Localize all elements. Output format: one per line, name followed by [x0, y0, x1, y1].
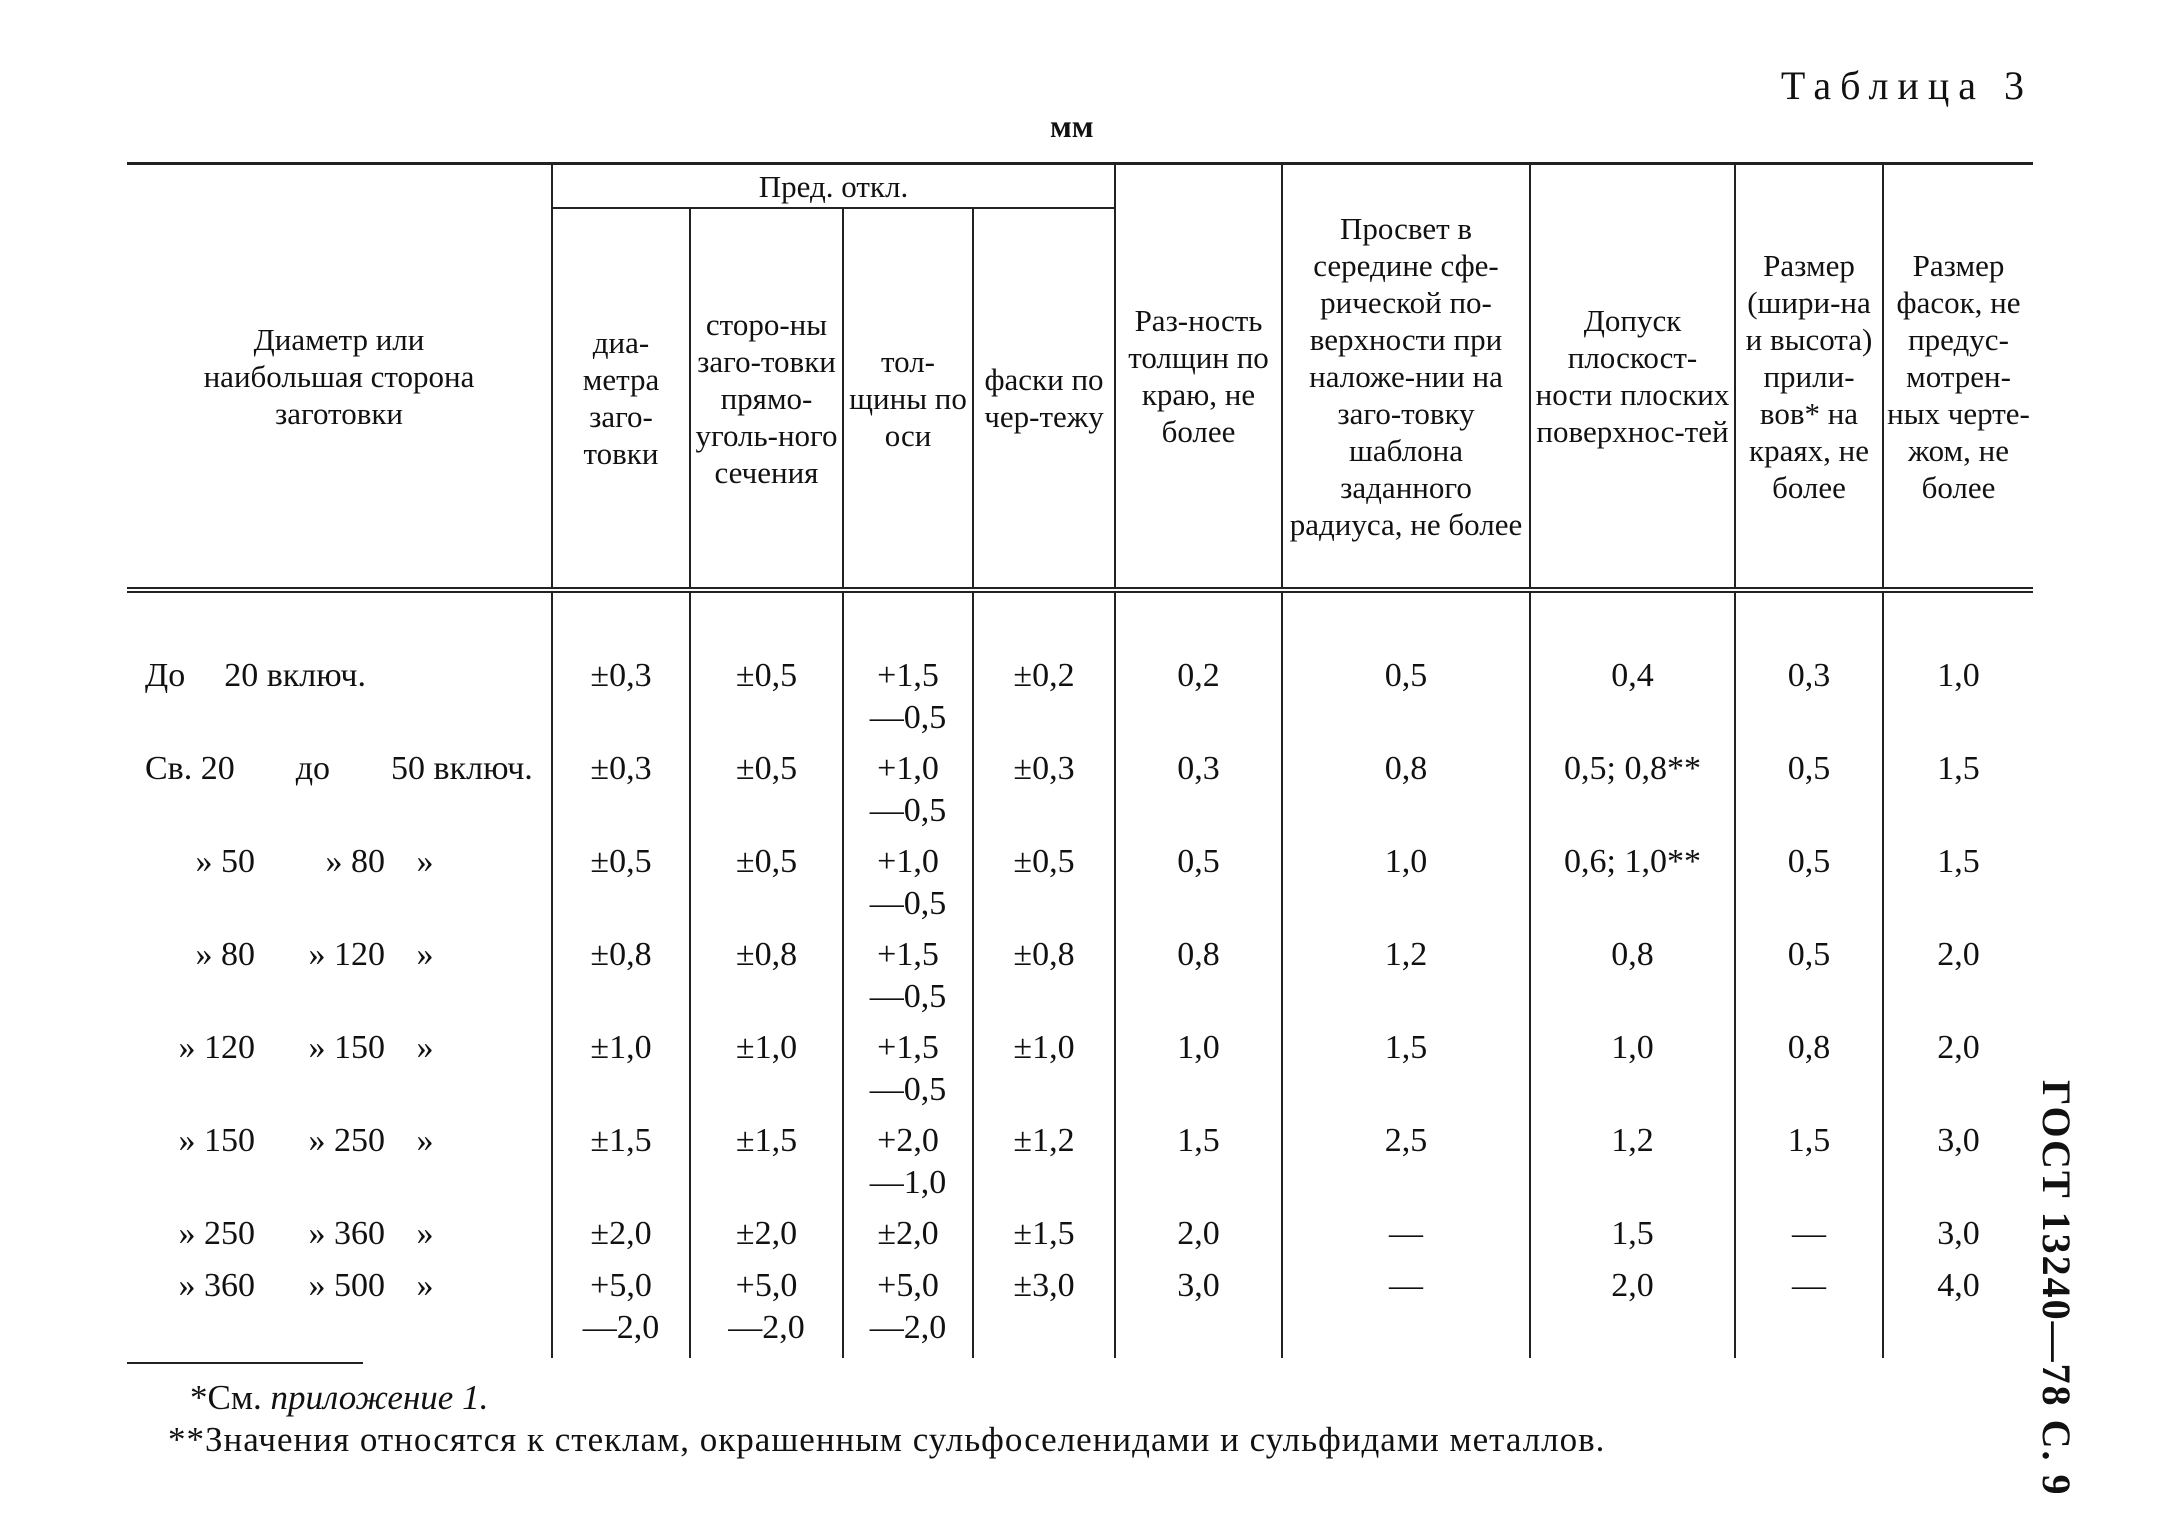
clearance-cell: 1,0 — [1282, 841, 1530, 934]
dev-minus: —2,0 — [869, 1309, 947, 1346]
range-from: » 80 — [195, 936, 255, 973]
table-row — [127, 841, 2033, 934]
header-boss-size: Размер (шири-на и высота) прили-вов* на краях, не более — [1735, 164, 1883, 591]
dev-chamfer-cell: ±3,0 — [973, 1265, 1115, 1358]
flatness-cell: 0,6; 1,0** — [1530, 841, 1735, 934]
range-from: Св. 20 — [145, 750, 235, 787]
range-to: 50 включ. — [391, 750, 533, 787]
dev-plus: +1,5 — [877, 936, 939, 973]
dev-chamfer-cell: ±0,2 — [973, 590, 1115, 748]
flatness-cell: 0,4 — [1530, 590, 1735, 748]
clearance-cell: 1,5 — [1282, 1027, 1530, 1120]
range-ditto: » — [416, 1267, 434, 1304]
dev-diameter-cell: ±1,0 — [552, 1027, 690, 1120]
range-ditto: » — [416, 1122, 434, 1159]
range-to: » 250 — [308, 1122, 385, 1159]
dev-plus: +1,0 — [877, 843, 939, 880]
boss-size-cell: — — [1735, 1265, 1883, 1358]
tolerance-table — [127, 162, 2033, 1358]
standard-page-label: ГОСТ 13240—78 С. 9 — [2034, 1080, 2079, 1497]
table-caption: Таблица 3 — [1780, 63, 2033, 108]
header-dev-thickness: тол-щины по оси — [843, 208, 973, 590]
boss-size-cell: 0,5 — [1735, 934, 1883, 1027]
footnote-1 — [190, 1378, 488, 1418]
chamfer-size-cell: 3,0 — [1883, 1213, 2033, 1265]
thickness-diff-cell: 1,0 — [1115, 1027, 1282, 1120]
range-to: » 500 — [308, 1267, 385, 1304]
dev-plus: +1,5 — [877, 1029, 939, 1066]
dev-side-cell: ±0,5 — [690, 841, 843, 934]
range-cell — [127, 1265, 552, 1358]
header-clearance: Просвет в середине сфе-рической по-верхности при наложе-нии на заго-товку шаблона заданного радиуса, не более — [1282, 164, 1530, 591]
flatness-cell: 1,5 — [1530, 1213, 1735, 1265]
thickness-diff-cell: 3,0 — [1115, 1265, 1282, 1358]
range-ditto: » — [416, 1029, 434, 1066]
table-row — [127, 1027, 2033, 1120]
range-cell — [127, 1027, 552, 1120]
dev-chamfer-cell: ±0,3 — [973, 748, 1115, 841]
range-from: » 360 — [178, 1267, 255, 1304]
dev-chamfer-cell: ±1,5 — [973, 1213, 1115, 1265]
range-ditto: » — [416, 936, 434, 973]
dev-diameter-cell: ±0,3 — [552, 748, 690, 841]
header-thickness-difference: Раз-ность толщин по краю, не более — [1115, 164, 1282, 591]
dev-thickness-cell — [843, 748, 973, 841]
table-row — [127, 1120, 2033, 1213]
footnote-1-text: приложение 1. — [270, 1378, 489, 1417]
dev-diameter-cell: ±0,3 — [552, 590, 690, 748]
header-deviation-group: Пред. откл. — [552, 164, 1115, 209]
dev-diameter-cell: ±1,5 — [552, 1120, 690, 1213]
header-dev-chamfer: фаски по чер-тежу — [973, 208, 1115, 590]
boss-size-cell: 0,5 — [1735, 841, 1883, 934]
boss-size-cell: 0,8 — [1735, 1027, 1883, 1120]
dev-plus: +1,5 — [877, 657, 939, 694]
dev-side-cell: ±0,8 — [690, 934, 843, 1027]
dev-side-cell: ±0,5 — [690, 748, 843, 841]
dev-thickness-cell — [843, 1027, 973, 1120]
flatness-cell: 1,2 — [1530, 1120, 1735, 1213]
range-cell — [127, 590, 552, 748]
range-cell — [127, 748, 552, 841]
range-cell — [127, 1213, 552, 1265]
dev-thickness-cell: ±2,0 — [843, 1213, 973, 1265]
dev-plus: +2,0 — [877, 1122, 939, 1159]
dev-plus: +5,0 — [735, 1267, 798, 1304]
dev-minus: —0,5 — [869, 792, 947, 829]
header-chamfer-size: Размер фасок, не предус-мотрен-ных черте-жом, не более — [1883, 164, 2033, 591]
range-from: » 150 — [178, 1122, 255, 1159]
header-diameter: Диаметр или наибольшая сторона заготовки — [127, 164, 552, 591]
chamfer-size-cell: 1,5 — [1883, 748, 2033, 841]
thickness-diff-cell: 0,3 — [1115, 748, 1282, 841]
boss-size-cell: 0,3 — [1735, 590, 1883, 748]
flatness-cell: 2,0 — [1530, 1265, 1735, 1358]
chamfer-size-cell: 2,0 — [1883, 1027, 2033, 1120]
dev-minus: —1,0 — [869, 1164, 947, 1201]
clearance-cell: 0,8 — [1282, 748, 1530, 841]
thickness-diff-cell: 2,0 — [1115, 1213, 1282, 1265]
boss-size-cell: 0,5 — [1735, 748, 1883, 841]
dev-side-cell: ±2,0 — [690, 1213, 843, 1265]
range-cell — [127, 1120, 552, 1213]
dev-diameter-cell: ±0,5 — [552, 841, 690, 934]
range-from: » 50 — [195, 843, 255, 880]
dev-thickness-cell — [843, 1120, 973, 1213]
dev-side-cell: ±1,0 — [690, 1027, 843, 1120]
range-cell — [127, 934, 552, 1027]
header-dev-diameter: диа-метра заго-товки — [552, 208, 690, 590]
dev-diameter-cell: ±0,8 — [552, 934, 690, 1027]
footnote-divider — [127, 1362, 363, 1364]
dev-side-cell: ±0,5 — [690, 590, 843, 748]
clearance-cell: 1,2 — [1282, 934, 1530, 1027]
header-dev-side: сторо-ны заго-товки прямо-уголь-ного сечения — [690, 208, 843, 590]
dev-thickness-cell — [843, 934, 973, 1027]
dev-minus: —0,5 — [869, 699, 947, 736]
dev-plus: +5,0 — [590, 1267, 652, 1304]
dev-diameter-cell: ±2,0 — [552, 1213, 690, 1265]
dev-minus: —2,0 — [582, 1309, 660, 1346]
clearance-cell: — — [1282, 1265, 1530, 1358]
range-to: » 150 — [308, 1029, 385, 1066]
dev-minus: —2,0 — [728, 1309, 805, 1346]
clearance-cell: 2,5 — [1282, 1120, 1530, 1213]
table-row — [127, 1265, 2033, 1358]
thickness-diff-cell: 0,2 — [1115, 590, 1282, 748]
footnote-1-mark: *См. — [190, 1378, 271, 1417]
range-ditto: » — [416, 843, 434, 880]
dev-chamfer-cell: ±0,5 — [973, 841, 1115, 934]
dev-chamfer-cell: ±1,0 — [973, 1027, 1115, 1120]
clearance-cell: 0,5 — [1282, 590, 1530, 748]
table-row — [127, 934, 2033, 1027]
table-row — [127, 1213, 2033, 1265]
clearance-cell: — — [1282, 1213, 1530, 1265]
dev-thickness-cell — [843, 841, 973, 934]
flatness-cell: 0,8 — [1530, 934, 1735, 1027]
dev-thickness-cell — [843, 590, 973, 748]
unit-label: мм — [1050, 108, 1094, 144]
header-flatness: Допуск плоскост-ности плоских поверхнос-тей — [1530, 164, 1735, 591]
dev-side-cell — [690, 1265, 843, 1358]
range-ditto: » — [416, 1215, 434, 1252]
flatness-cell: 1,0 — [1530, 1027, 1735, 1120]
chamfer-size-cell: 2,0 — [1883, 934, 2033, 1027]
range-to: 20 включ. — [224, 657, 366, 694]
dev-thickness-cell — [843, 1265, 973, 1358]
range-to: » 360 — [308, 1215, 385, 1252]
thickness-diff-cell: 0,8 — [1115, 934, 1282, 1027]
table-row — [127, 590, 2033, 748]
range-from: До — [145, 657, 186, 694]
dev-minus: —0,5 — [869, 885, 947, 922]
boss-size-cell: — — [1735, 1213, 1883, 1265]
footnote-2: **Значения относятся к стеклам, окрашенным сульфоселенидами и сульфидами металлов. — [168, 1420, 1606, 1459]
range-from: » 250 — [178, 1215, 255, 1252]
dev-minus: —0,5 — [869, 1071, 947, 1108]
range-to: » 80 — [325, 843, 385, 880]
flatness-cell: 0,5; 0,8** — [1530, 748, 1735, 841]
dev-minus: —0,5 — [869, 978, 947, 1015]
range-from: » 120 — [178, 1029, 255, 1066]
chamfer-size-cell: 3,0 — [1883, 1120, 2033, 1213]
thickness-diff-cell: 0,5 — [1115, 841, 1282, 934]
chamfer-size-cell: 4,0 — [1883, 1265, 2033, 1358]
thickness-diff-cell: 1,5 — [1115, 1120, 1282, 1213]
dev-chamfer-cell: ±1,2 — [973, 1120, 1115, 1213]
dev-chamfer-cell: ±0,8 — [973, 934, 1115, 1027]
dev-diameter-cell — [552, 1265, 690, 1358]
range-word: до — [295, 750, 331, 787]
boss-size-cell: 1,5 — [1735, 1120, 1883, 1213]
dev-plus: +1,0 — [877, 750, 939, 787]
chamfer-size-cell: 1,5 — [1883, 841, 2033, 934]
range-to: » 120 — [308, 936, 385, 973]
table-row — [127, 748, 2033, 841]
range-cell — [127, 841, 552, 934]
dev-plus: +5,0 — [877, 1267, 939, 1304]
chamfer-size-cell: 1,0 — [1883, 590, 2033, 748]
dev-side-cell: ±1,5 — [690, 1120, 843, 1213]
